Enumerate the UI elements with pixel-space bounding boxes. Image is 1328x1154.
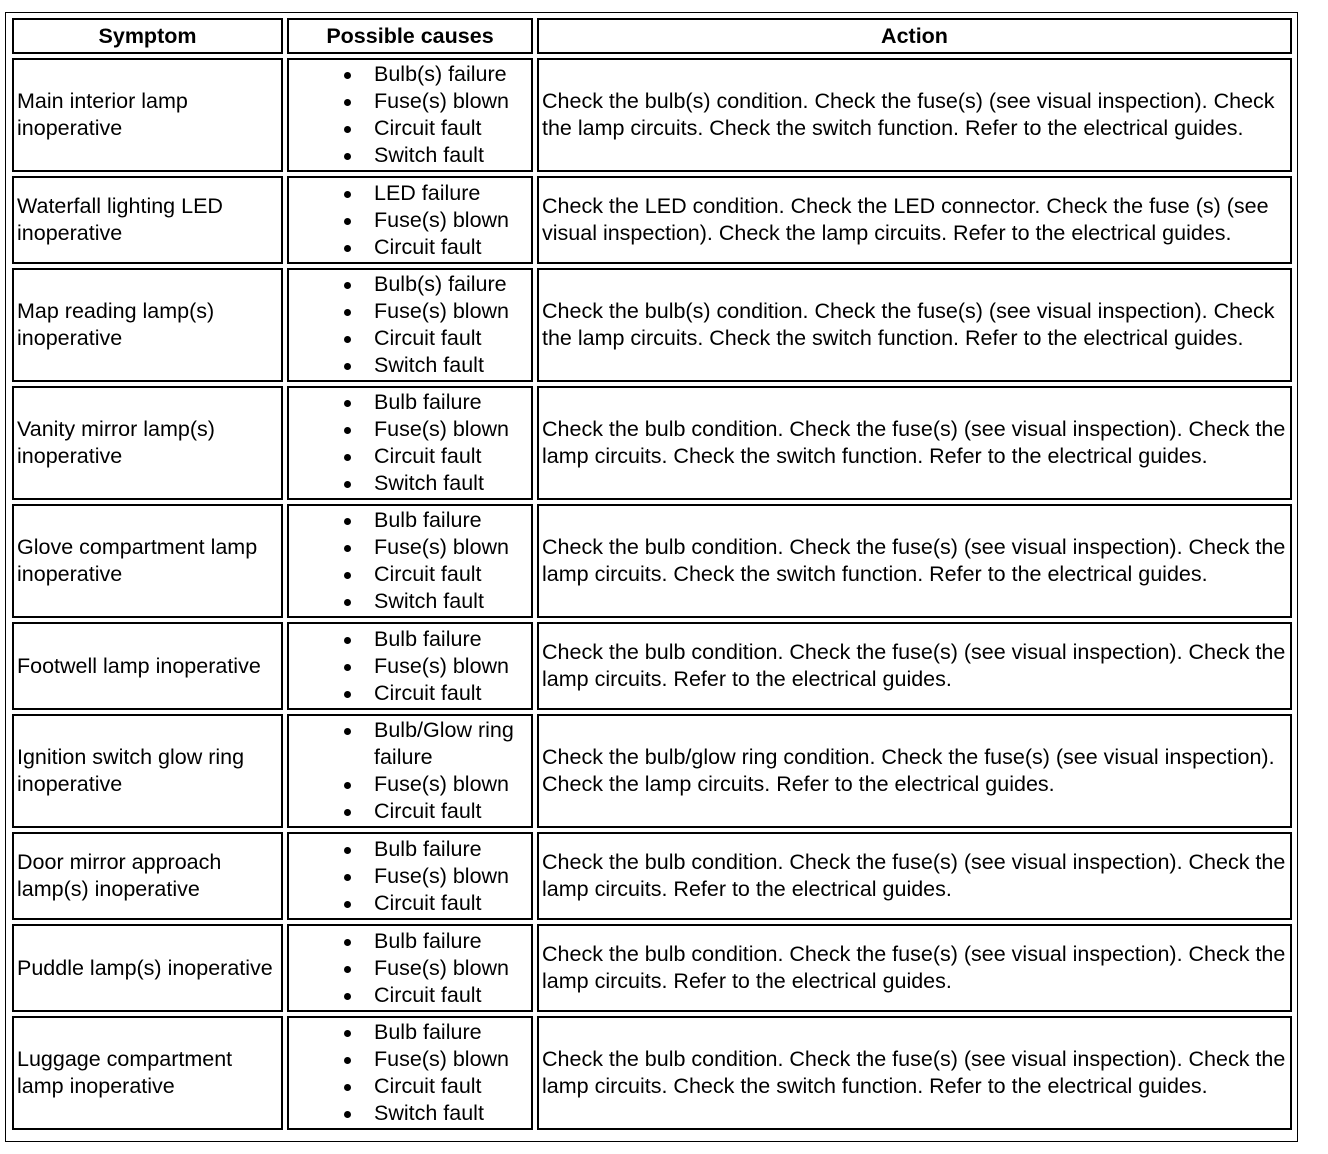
list-item — [292, 142, 528, 169]
action-cell: Check the bulb condition. Check the fuse(s) (see visual inspection). Check the lamp circuits. Check the switch function. Refer to the electrical guides. — [537, 504, 1292, 618]
diagnosis-table — [8, 14, 1296, 1134]
list-item — [292, 1046, 528, 1073]
list-item — [292, 928, 528, 955]
symptom-cell: Main interior lamp inoperative — [12, 58, 283, 172]
cause-text: Circuit fault — [374, 1074, 482, 1098]
bullet-icon — [344, 427, 351, 434]
possible-causes-cell — [287, 268, 533, 382]
bullet-icon — [344, 153, 351, 160]
bullet-icon — [344, 454, 351, 461]
table-row — [12, 504, 1292, 618]
cause-text: Switch fault — [374, 1101, 484, 1125]
action-cell: Check the bulb condition. Check the fuse(s) (see visual inspection). Check the lamp circuits. Refer to the electrical guides. — [537, 832, 1292, 920]
action-cell: Check the bulb/glow ring condition. Check the fuse(s) (see visual inspection). Check the lamp circuits. Refer to the electrical guides. — [537, 714, 1292, 828]
header-symptom: Symptom — [12, 18, 283, 54]
list-item — [292, 588, 528, 615]
bullet-icon — [344, 309, 351, 316]
symptom-cell: Puddle lamp(s) inoperative — [12, 924, 283, 1012]
bullet-icon — [344, 245, 351, 252]
list-item — [292, 507, 528, 534]
possible-causes-cell — [287, 176, 533, 264]
cause-list — [292, 626, 528, 707]
list-item — [292, 271, 528, 298]
action-cell: Check the bulb condition. Check the fuse(s) (see visual inspection). Check the lamp circuits. Refer to the electrical guides. — [537, 622, 1292, 710]
cause-text: Switch fault — [374, 143, 484, 167]
cause-text: Switch fault — [374, 589, 484, 613]
bullet-icon — [344, 599, 351, 606]
bullet-icon — [344, 809, 351, 816]
list-item — [292, 771, 528, 798]
bullet-icon — [344, 993, 351, 1000]
symptom-cell: Vanity mirror lamp(s) inoperative — [12, 386, 283, 500]
bullet-icon — [344, 691, 351, 698]
list-item — [292, 389, 528, 416]
bullet-icon — [344, 874, 351, 881]
list-item — [292, 88, 528, 115]
list-item — [292, 626, 528, 653]
cause-text: Fuse(s) blown — [374, 299, 510, 323]
cause-list — [292, 389, 528, 497]
list-item — [292, 534, 528, 561]
cause-list — [292, 271, 528, 379]
list-item — [292, 115, 528, 142]
cause-text: Switch fault — [374, 471, 484, 495]
cause-text: Fuse(s) blown — [374, 207, 510, 232]
list-item — [292, 717, 528, 771]
cause-text: Bulb failure — [374, 928, 482, 953]
cause-text: Bulb(s) failure — [374, 62, 507, 86]
bullet-icon — [344, 72, 351, 79]
bullet-icon — [344, 782, 351, 789]
possible-causes-cell — [287, 924, 533, 1012]
action-cell: Check the bulb condition. Check the fuse(s) (see visual inspection). Check the lamp circuits. Check the switch function. Refer to the electrical guides. — [537, 1016, 1292, 1130]
cause-text: Bulb/Glow ring failure — [374, 718, 514, 769]
table-row — [12, 1016, 1292, 1130]
symptom-cell: Luggage compartment lamp inoperative — [12, 1016, 283, 1130]
table-body — [12, 58, 1292, 1130]
bullet-icon — [344, 481, 351, 488]
cause-text: Bulb failure — [374, 626, 482, 651]
list-item — [292, 561, 528, 588]
table-row — [12, 58, 1292, 172]
cause-list — [292, 836, 528, 917]
possible-causes-cell — [287, 714, 533, 828]
cause-text: Circuit fault — [374, 562, 482, 586]
header-row — [12, 18, 1292, 54]
bullet-icon — [344, 126, 351, 133]
cause-text: Fuse(s) blown — [374, 535, 510, 559]
cause-text: Bulb(s) failure — [374, 272, 507, 296]
table-row — [12, 176, 1292, 264]
cause-text: Circuit fault — [374, 982, 482, 1007]
list-item — [292, 955, 528, 982]
cause-text: LED failure — [374, 180, 481, 205]
bullet-icon — [344, 400, 351, 407]
table-row — [12, 386, 1292, 500]
symptom-cell: Map reading lamp(s) inoperative — [12, 268, 283, 382]
cause-text: Bulb failure — [374, 390, 482, 414]
list-item — [292, 207, 528, 234]
bullet-icon — [344, 637, 351, 644]
list-item — [292, 680, 528, 707]
possible-causes-cell — [287, 832, 533, 920]
possible-causes-cell — [287, 386, 533, 500]
cause-text: Fuse(s) blown — [374, 1047, 510, 1071]
table-row — [12, 832, 1292, 920]
cause-list — [292, 180, 528, 261]
list-item — [292, 416, 528, 443]
table-row — [12, 714, 1292, 828]
cause-text: Circuit fault — [374, 680, 482, 705]
bullet-icon — [344, 728, 351, 735]
list-item — [292, 61, 528, 88]
cause-text: Bulb failure — [374, 836, 482, 861]
bullet-icon — [344, 218, 351, 225]
cause-text: Fuse(s) blown — [374, 863, 510, 888]
bullet-icon — [344, 847, 351, 854]
cause-text: Fuse(s) blown — [374, 653, 510, 678]
list-item — [292, 1100, 528, 1127]
cause-text: Fuse(s) blown — [374, 89, 510, 113]
cause-text: Bulb failure — [374, 508, 482, 532]
cause-list — [292, 1019, 528, 1127]
cause-text: Circuit fault — [374, 326, 482, 350]
list-item — [292, 653, 528, 680]
bullet-icon — [344, 518, 351, 525]
action-cell: Check the bulb condition. Check the fuse(s) (see visual inspection). Check the lamp circuits. Check the switch function. Refer to the electrical guides. — [537, 386, 1292, 500]
list-item — [292, 443, 528, 470]
header-action: Action — [537, 18, 1292, 54]
possible-causes-cell — [287, 1016, 533, 1130]
list-item — [292, 1073, 528, 1100]
list-item — [292, 863, 528, 890]
list-item — [292, 234, 528, 261]
cause-text: Circuit fault — [374, 890, 482, 915]
cause-list — [292, 61, 528, 169]
list-item — [292, 982, 528, 1009]
list-item — [292, 180, 528, 207]
bullet-icon — [344, 1084, 351, 1091]
action-cell: Check the bulb(s) condition. Check the fuse(s) (see visual inspection). Check the lamp circuits. Check the switch function. Refer to the electrical guides. — [537, 268, 1292, 382]
bullet-icon — [344, 939, 351, 946]
table-row — [12, 268, 1292, 382]
cause-text: Circuit fault — [374, 116, 482, 140]
bullet-icon — [344, 966, 351, 973]
cause-text: Bulb failure — [374, 1020, 482, 1044]
action-cell: Check the bulb condition. Check the fuse(s) (see visual inspection). Check the lamp circuits. Refer to the electrical guides. — [537, 924, 1292, 1012]
possible-causes-cell — [287, 622, 533, 710]
list-item — [292, 836, 528, 863]
list-item — [292, 798, 528, 825]
cause-list — [292, 928, 528, 1009]
bullet-icon — [344, 191, 351, 198]
list-item — [292, 298, 528, 325]
action-cell: Check the bulb(s) condition. Check the fuse(s) (see visual inspection). Check the lamp circuits. Check the switch function. Refer to the electrical guides. — [537, 58, 1292, 172]
symptom-cell: Waterfall lighting LED inoperative — [12, 176, 283, 264]
cause-text: Switch fault — [374, 353, 484, 377]
cause-text: Fuse(s) blown — [374, 417, 510, 441]
symptom-cell: Door mirror approach lamp(s) inoperative — [12, 832, 283, 920]
list-item — [292, 352, 528, 379]
table-row — [12, 622, 1292, 710]
symptom-cell: Footwell lamp inoperative — [12, 622, 283, 710]
bullet-icon — [344, 1111, 351, 1118]
cause-text: Fuse(s) blown — [374, 955, 510, 980]
list-item — [292, 325, 528, 352]
bullet-icon — [344, 1057, 351, 1064]
bullet-icon — [344, 99, 351, 106]
bullet-icon — [344, 901, 351, 908]
bullet-icon — [344, 336, 351, 343]
cause-list — [292, 717, 528, 825]
bullet-icon — [344, 545, 351, 552]
list-item — [292, 1019, 528, 1046]
header-possible-causes: Possible causes — [287, 18, 533, 54]
cause-text: Fuse(s) blown — [374, 772, 510, 796]
list-item — [292, 470, 528, 497]
symptom-cell: Glove compartment lamp inoperative — [12, 504, 283, 618]
list-item — [292, 890, 528, 917]
action-cell: Check the LED condition. Check the LED connector. Check the fuse (s) (see visual inspection). Check the lamp circuits. Refer to the electrical guides. — [537, 176, 1292, 264]
symptom-cell: Ignition switch glow ring inoperative — [12, 714, 283, 828]
possible-causes-cell — [287, 504, 533, 618]
cause-text: Circuit fault — [374, 234, 482, 259]
bullet-icon — [344, 282, 351, 289]
possible-causes-cell — [287, 58, 533, 172]
table-row — [12, 924, 1292, 1012]
cause-list — [292, 507, 528, 615]
bullet-icon — [344, 363, 351, 370]
bullet-icon — [344, 1030, 351, 1037]
bullet-icon — [344, 572, 351, 579]
cause-text: Circuit fault — [374, 799, 482, 823]
cause-text: Circuit fault — [374, 444, 482, 468]
bullet-icon — [344, 664, 351, 671]
